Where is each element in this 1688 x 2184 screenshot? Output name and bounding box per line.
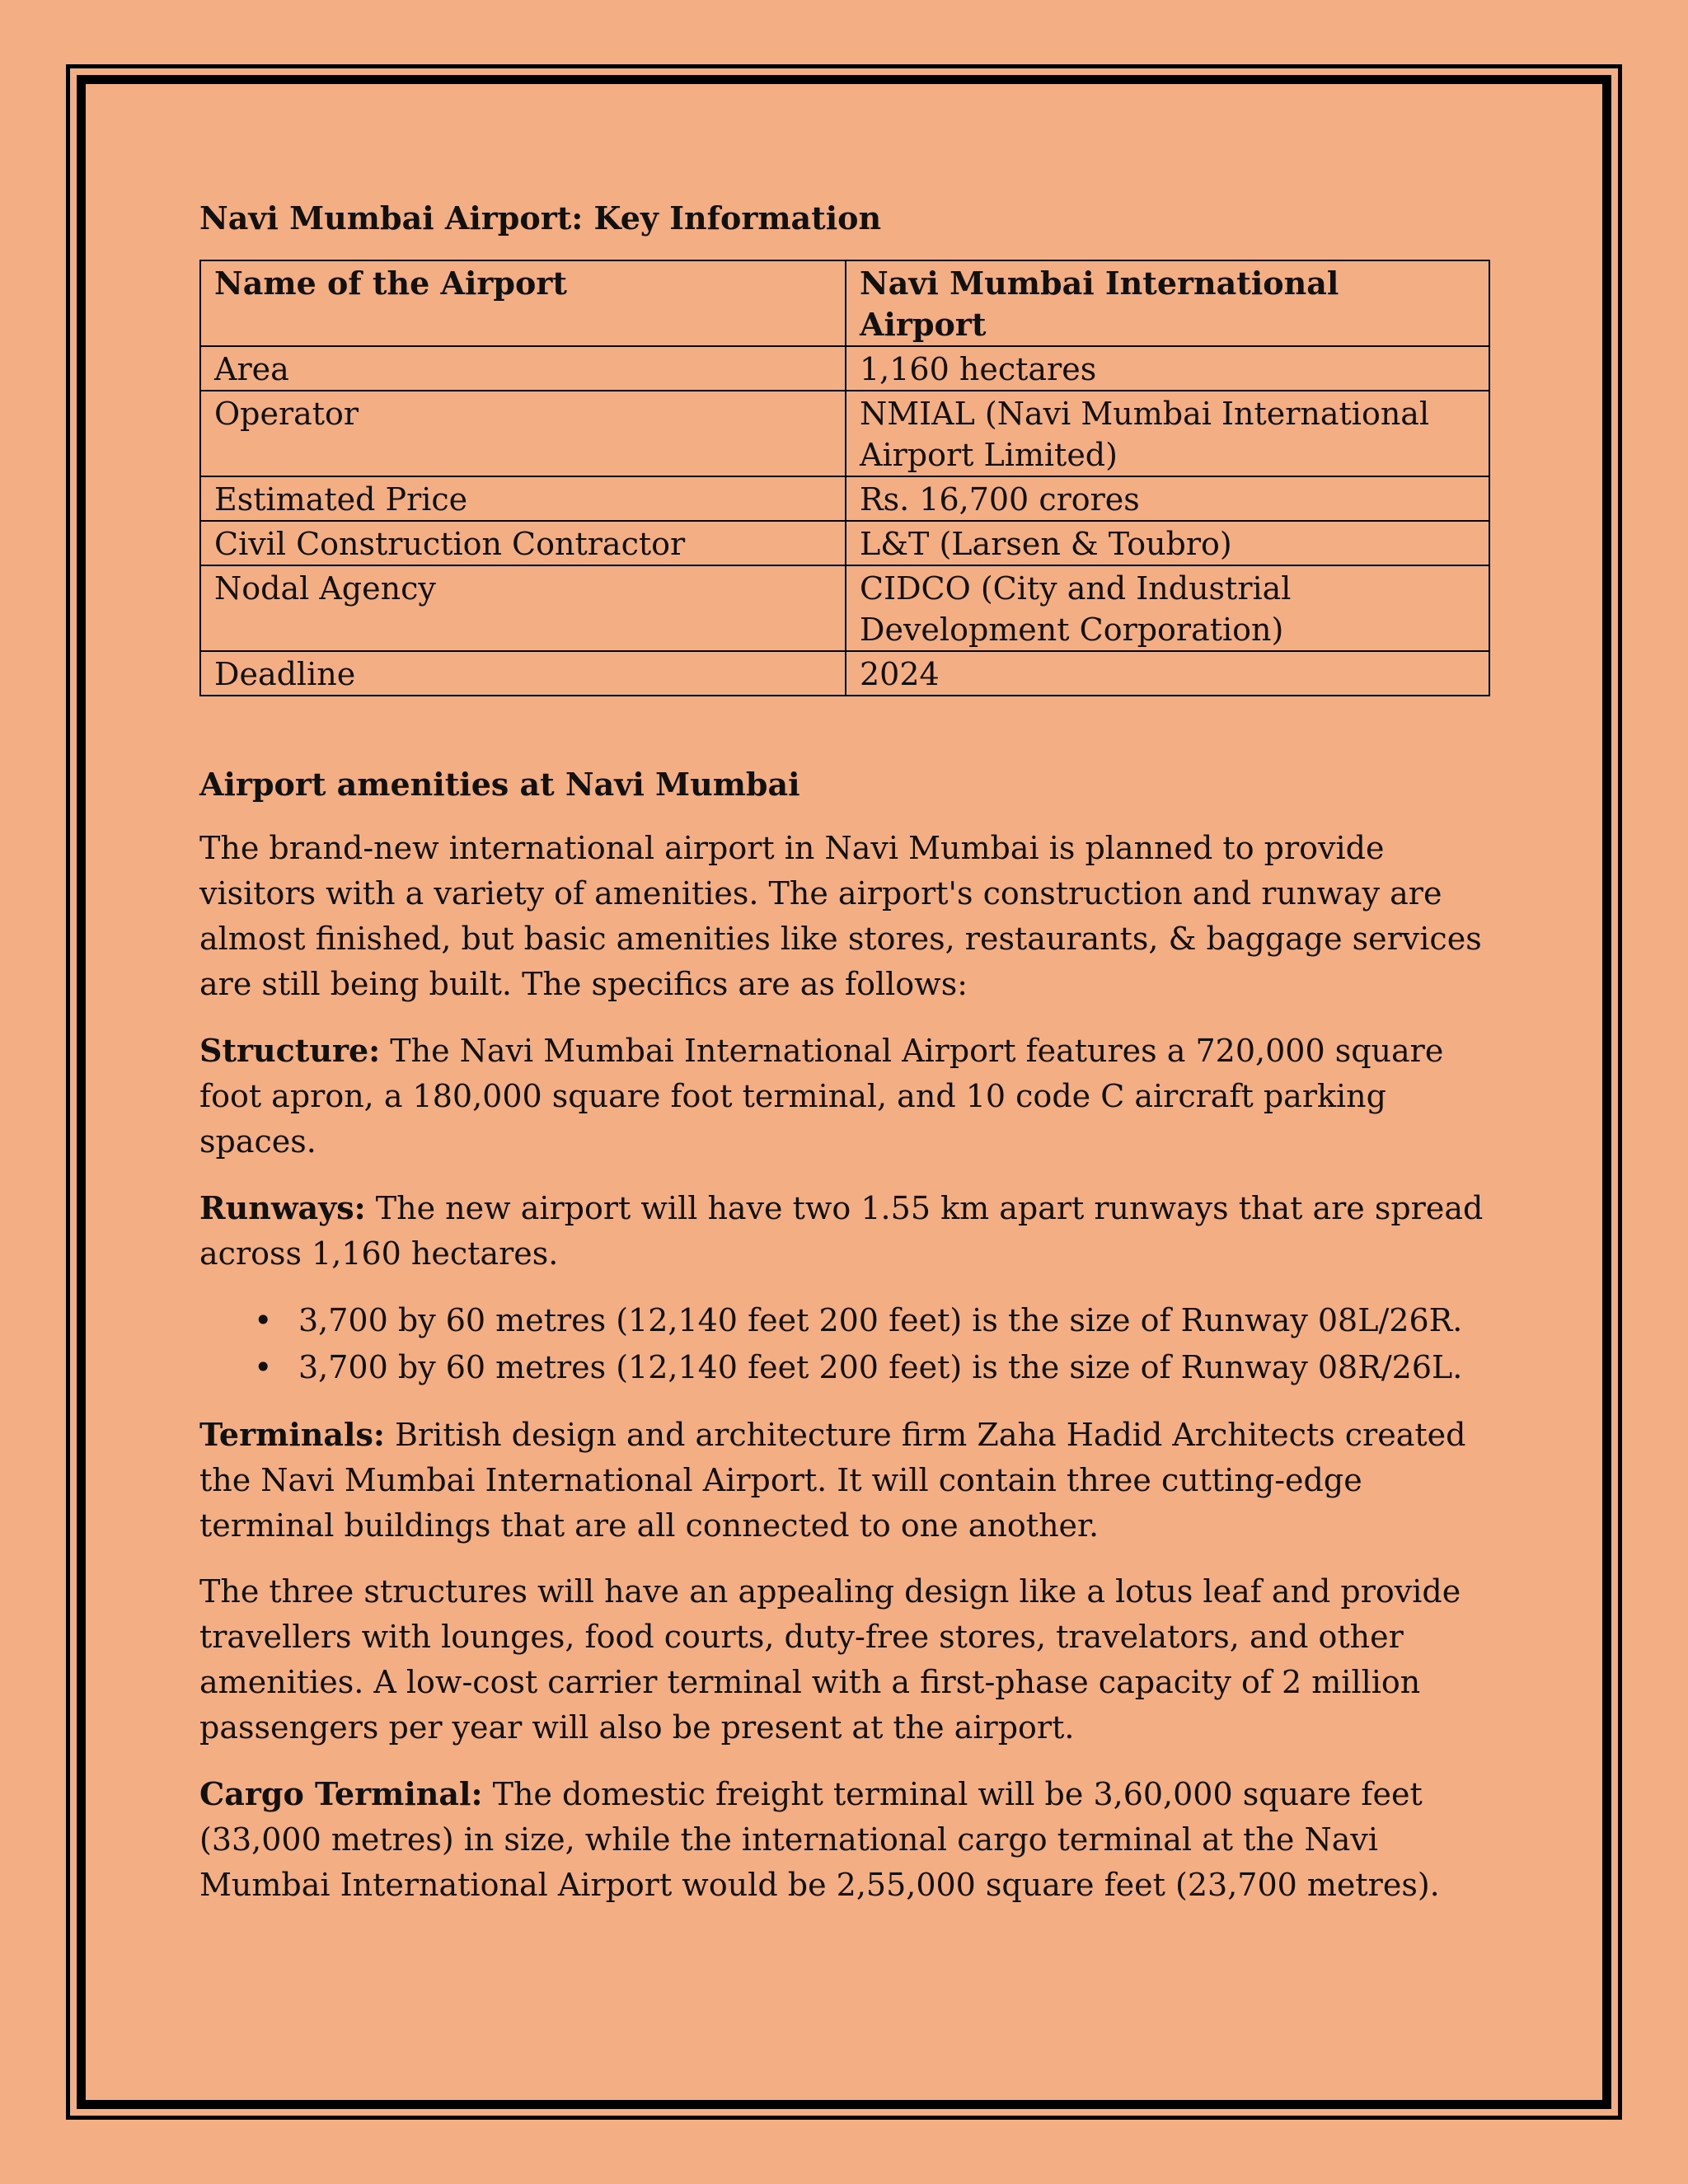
paragraph-lead-label: Terminals: (199, 1416, 385, 1453)
table-cell-label: Operator (200, 391, 846, 476)
paragraph-lead-label: Structure: (199, 1032, 381, 1069)
table-cell-value: NMIAL (Navi Mumbai International Airport Limited) (846, 391, 1489, 476)
key-information-table (199, 260, 1490, 696)
runway-list (199, 1297, 1490, 1391)
table-header-cell: Navi Mumbai International Airport (846, 260, 1489, 346)
table-row (200, 346, 1489, 391)
bullet-icon: • (254, 1349, 273, 1385)
table-cell-label: Nodal Agency (200, 565, 846, 651)
table-row (200, 391, 1489, 476)
paragraph-runways (199, 1185, 1490, 1277)
paragraph-text: The domestic freight terminal will be 3,60,000 square feet (33,000 metres) in size, while the international cargo terminal at the Navi Mumbai International Airport would be 2,55,000 square feet (23,700 metres). (199, 1776, 1440, 1903)
table-row (200, 476, 1489, 521)
paragraph-terminals (199, 1412, 1490, 1549)
table-header-cell: Name of the Airport (200, 260, 846, 346)
paragraph-text: The new airport will have two 1.55 km apart runways that are spread across 1,160 hectares. (199, 1190, 1484, 1272)
paragraph-cargo (199, 1771, 1490, 1908)
paragraph-intro: The brand-new international airport in Navi Mumbai is planned to provide visitors with a variety of amenities. The airport's construction and runway are almost finished, but basic amenities like stores, restaurants, & baggage services are still being built. The specifics are as follows: (199, 830, 1482, 1002)
paragraph-lead-label: Cargo Terminal: (199, 1775, 483, 1812)
table-cell-value: L&T (Larsen & Toubro) (846, 521, 1489, 565)
table-header-row (200, 260, 1489, 346)
list-item (199, 1297, 1490, 1344)
paragraph-structure (199, 1028, 1490, 1165)
table-cell-label: Estimated Price (200, 476, 846, 521)
table-cell-label: Deadline (200, 651, 846, 696)
table-cell-label: Civil Construction Contractor (200, 521, 846, 565)
table-row (200, 521, 1489, 565)
table-row (200, 651, 1489, 696)
page-title: Navi Mumbai Airport: Key Information (199, 199, 882, 237)
list-item-text: 3,700 by 60 metres (12,140 feet 200 feet) is the size of Runway 08R/26L. (298, 1349, 1463, 1385)
table-cell-value: CIDCO (City and Industrial Development Corporation) (846, 565, 1489, 651)
paragraph-terminals-detail: The three structures will have an appealing design like a lotus leaf and provide travellers with lounges, food courts, duty-free stores, travelators, and other amenities. A low-cost carrier terminal with a first-phase capacity of 2 million passengers per year will also be present at the airport. (199, 1573, 1461, 1746)
list-item-text: 3,700 by 60 metres (12,140 feet 200 feet) is the size of Runway 08L/26R. (298, 1302, 1463, 1338)
paragraph-text: British design and architecture firm Zaha Hadid Architects created the Navi Mumbai International Airport. It will contain three cutting-edge terminal buildings that are all connected to one another. (199, 1417, 1466, 1544)
table-cell-value: 2024 (846, 651, 1489, 696)
table-cell-value: Rs. 16,700 crores (846, 476, 1489, 521)
list-item (199, 1344, 1490, 1391)
bullet-icon: • (254, 1302, 273, 1338)
table-cell-label: Area (200, 346, 846, 391)
paragraph-text: The Navi Mumbai International Airport features a 720,000 square foot apron, a 180,000 square foot terminal, and 10 code C aircraft parking spaces. (199, 1033, 1444, 1160)
section-heading-amenities: Airport amenities at Navi Mumbai (199, 766, 800, 803)
document-content (199, 198, 1490, 1908)
paragraph-lead-label: Runways: (199, 1189, 366, 1226)
table-row (200, 565, 1489, 651)
table-cell-value: 1,160 hectares (846, 346, 1489, 391)
